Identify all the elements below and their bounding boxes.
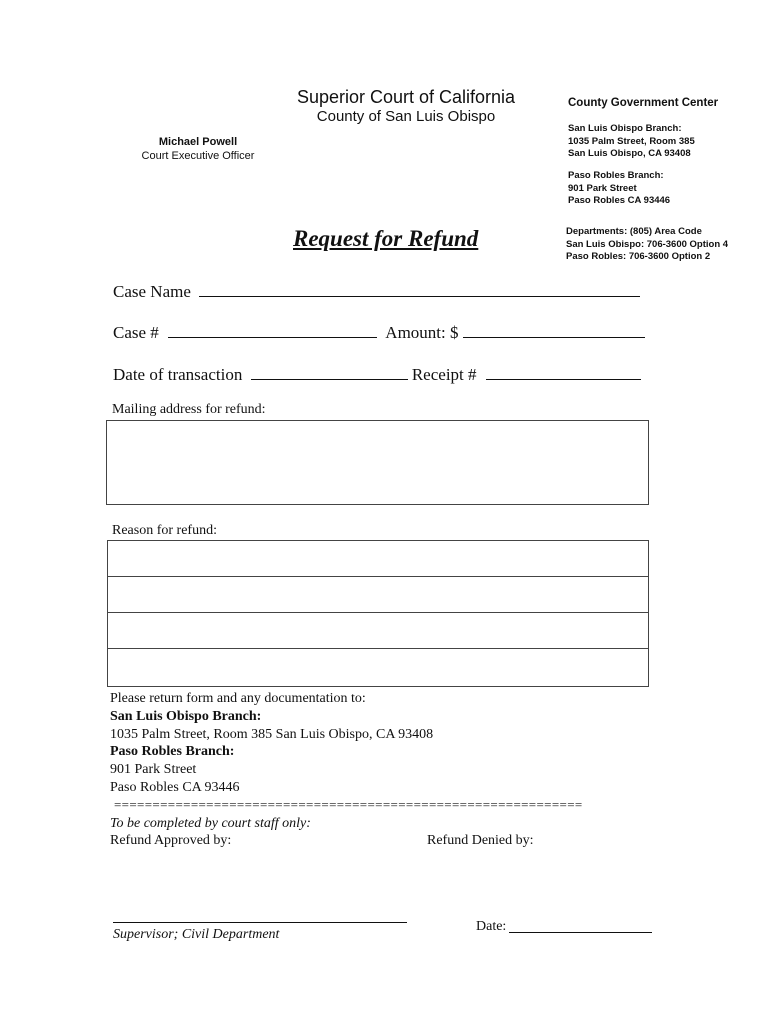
- transaction-date-label: Date of transaction: [113, 365, 243, 384]
- mailing-address-label: Mailing address for refund:: [112, 402, 266, 417]
- paso-branch-line: 901 Park Street: [568, 182, 637, 194]
- departments-line: Paso Robles: 706-3600 Option 2: [566, 251, 711, 262]
- supervisor-signature-line[interactable]: [113, 922, 407, 923]
- return-slo-address: 1035 Palm Street, Room 385 San Luis Obispo, CA 93408: [110, 726, 434, 742]
- section-separator: =============================================================: [114, 797, 583, 812]
- slo-branch-line: San Luis Obispo, CA 93408: [568, 148, 691, 159]
- return-paso-street: 901 Park Street: [110, 762, 197, 778]
- case-number-label: Case #: [113, 323, 159, 342]
- departments-line: San Luis Obispo: 706-3600 Option 4: [566, 238, 729, 250]
- refund-approved-label: Refund Approved by:: [110, 833, 232, 848]
- reason-line[interactable]: [108, 577, 648, 613]
- officer-name: Michael Powell: [158, 136, 238, 148]
- return-intro: Please return form and any documentation to:: [110, 691, 366, 706]
- receipt-label: Receipt #: [411, 365, 477, 384]
- amount-label: Amount: $: [385, 323, 459, 342]
- amount-field[interactable]: [463, 323, 645, 338]
- receipt-field[interactable]: [486, 365, 641, 380]
- reason-box: [107, 540, 649, 687]
- case-number-field[interactable]: [168, 323, 377, 338]
- slo-branch-line: 1035 Palm Street, Room 385: [568, 135, 695, 147]
- return-slo-heading: San Luis Obispo Branch:: [110, 708, 262, 724]
- case-amount-row: [113, 323, 645, 343]
- supervisor-label: Supervisor; Civil Department: [113, 927, 280, 942]
- date-field[interactable]: [509, 932, 652, 933]
- government-center-heading: County Government Center: [568, 97, 719, 109]
- case-name-row: [113, 282, 640, 302]
- paso-branch-line: Paso Robles CA 93446: [568, 195, 671, 206]
- paso-branch-contact: [568, 170, 670, 208]
- department-phone-numbers: [566, 226, 728, 264]
- reason-line[interactable]: [108, 541, 648, 577]
- slo-branch-contact: [568, 123, 695, 161]
- return-instructions: [110, 690, 433, 797]
- case-name-label: Case Name: [113, 282, 191, 301]
- refund-denied-label: Refund Denied by:: [427, 833, 534, 848]
- date-label: Date:: [476, 919, 507, 934]
- form-title: Request for Refund: [293, 226, 479, 251]
- mailing-address-box[interactable]: [106, 420, 649, 505]
- return-paso-heading: Paso Robles Branch:: [110, 744, 235, 760]
- transaction-date-field[interactable]: [251, 365, 408, 380]
- case-name-field[interactable]: [199, 282, 640, 297]
- date-receipt-row: [113, 365, 641, 385]
- reason-line[interactable]: [108, 613, 648, 649]
- return-paso-city: Paso Robles CA 93446: [110, 779, 240, 795]
- slo-branch-line: San Luis Obispo Branch:: [568, 123, 682, 134]
- paso-branch-line: Paso Robles Branch:: [568, 170, 664, 181]
- reason-label: Reason for refund:: [112, 523, 217, 538]
- court-name: Superior Court of California: [296, 87, 516, 107]
- departments-line: Departments: (805) Area Code: [566, 226, 702, 237]
- reason-line[interactable]: [108, 649, 648, 685]
- staff-only-note: To be completed by court staff only:: [110, 816, 311, 831]
- county-name: County of San Luis Obispo: [316, 108, 496, 125]
- officer-title: Court Executive Officer: [141, 150, 255, 162]
